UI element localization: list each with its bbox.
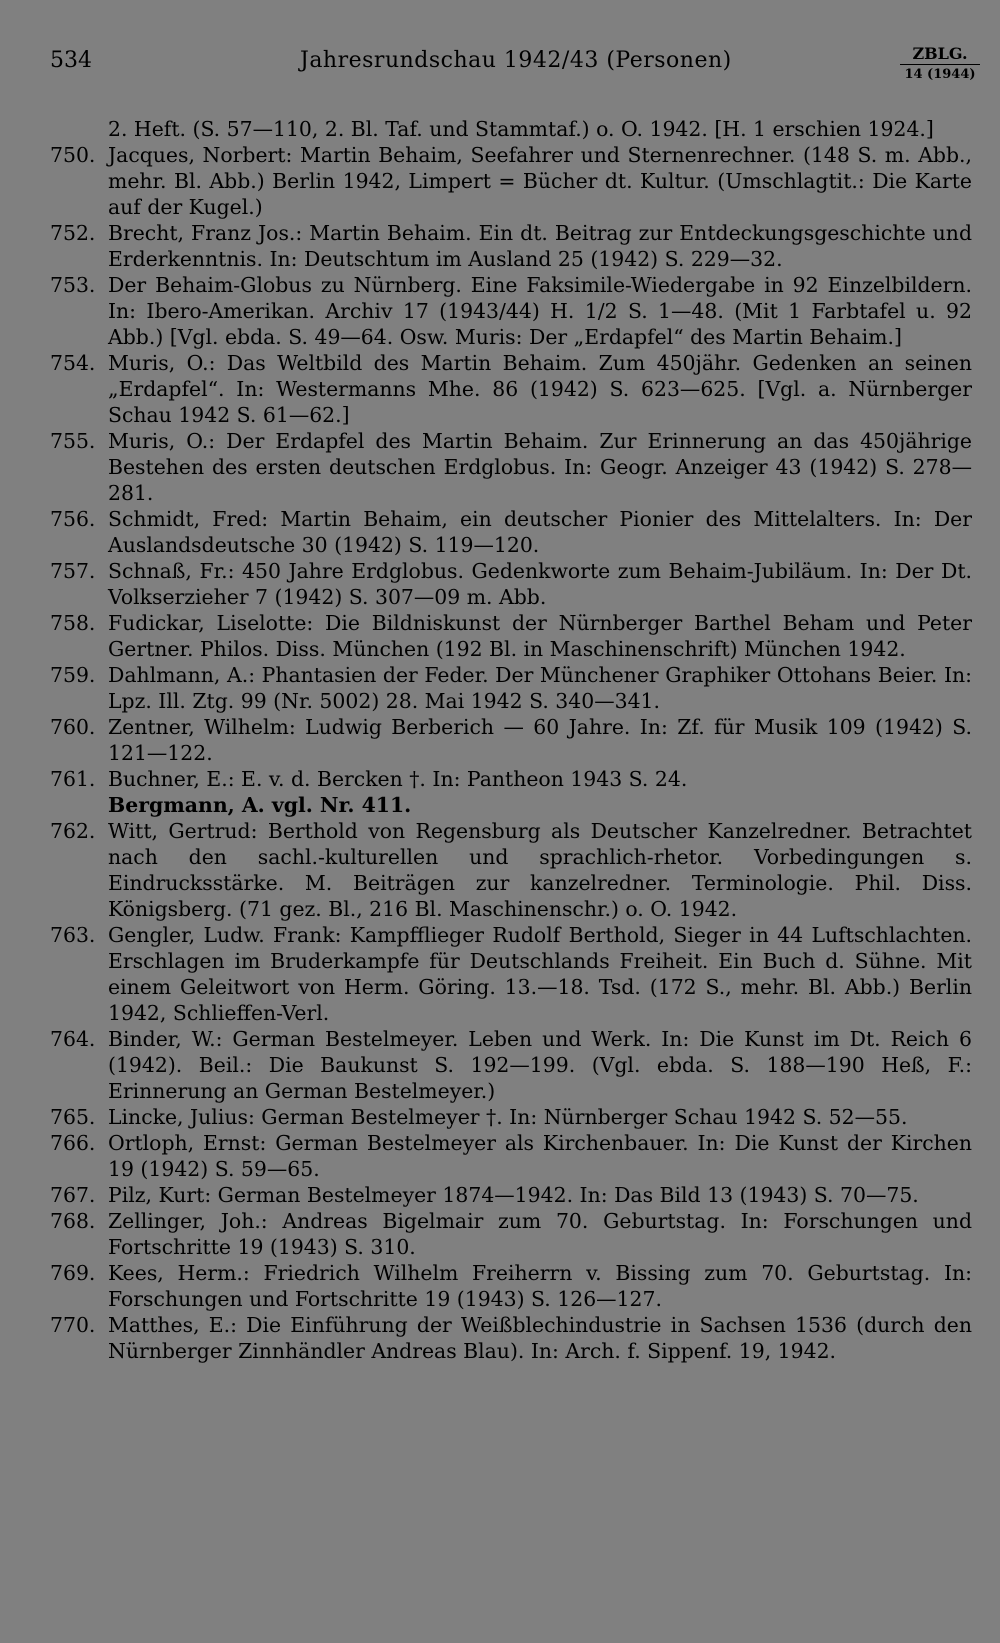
entry-text: Dahlmann, A.: Phantasien der Feder. Der Münchener Graphiker Ottohans Beier. In: Lpz. Ill. Ztg. 99 (Nr. 5002) 28. Mai 1942 S. 340—341.	[108, 663, 972, 713]
entry-number: 750.	[50, 143, 96, 167]
entry-text: Zellinger, Joh.: Andreas Bigelmair zum 70. Geburtstag. In: Forschungen und Fortschritte 19 (1943) S. 310.	[108, 1209, 972, 1259]
entry-number: 756.	[50, 507, 96, 531]
bibliography-entry	[50, 558, 972, 610]
entry-text: Zentner, Wilhelm: Ludwig Berberich — 60 Jahre. In: Zf. für Musik 109 (1942) S. 121—122.	[108, 715, 972, 765]
running-title: Jahresrundschau 1942/43 (Personen)	[300, 48, 732, 73]
bibliography-entry	[50, 272, 972, 350]
bibliography-entry	[50, 1260, 972, 1312]
entry-number: 764.	[50, 1027, 96, 1051]
entry-text: Jacques, Norbert: Martin Behaim, Seefahrer und Sternenrechner. (148 S. m. Abb., mehr. Bl. Abb.) Berlin 1942, Limpert = Bücher dt. Kultur. (Umschlagtit.: Die Karte auf der Kugel.)	[108, 143, 972, 219]
entries-group-b	[50, 818, 972, 1364]
journal-abbreviation: ZBLG.	[900, 44, 980, 65]
page-number: 534	[50, 48, 92, 73]
entry-text: Lincke, Julius: German Bestelmeyer †. In: Nürnberger Schau 1942 S. 52—55.	[108, 1105, 908, 1129]
entry-text: Buchner, E.: E. v. d. Bercken †. In: Pantheon 1943 S. 24.	[108, 767, 688, 791]
entry-number: 754.	[50, 351, 96, 375]
entry-text: Muris, O.: Der Erdapfel des Martin Behaim. Zur Erinnerung an das 450jährige Bestehen des ersten deutschen Erdglobus. In: Geogr. Anzeiger 43 (1942) S. 278—281.	[108, 429, 972, 505]
bibliography-entry	[50, 714, 972, 766]
entry-text: Schmidt, Fred: Martin Behaim, ein deutscher Pionier des Mittelalters. In: Der Auslandsdeutsche 30 (1942) S. 119—120.	[108, 507, 972, 557]
entry-number: 761.	[50, 767, 96, 791]
entry-number: 767.	[50, 1183, 96, 1207]
entry-text: Fudickar, Liselotte: Die Bildniskunst der Nürnberger Barthel Beham und Peter Gertner. Philos. Diss. München (192 Bl. in Maschinenschrift) München 1942.	[108, 611, 972, 661]
bibliography-entry	[50, 220, 972, 272]
journal-reference	[900, 44, 980, 82]
bibliography-entry	[50, 1104, 972, 1130]
entry-number: 753.	[50, 273, 96, 297]
entry-text: Pilz, Kurt: German Bestelmeyer 1874—1942. In: Das Bild 13 (1943) S. 70—75.	[108, 1183, 919, 1207]
journal-volume: 14 (1944)	[904, 67, 976, 82]
bibliography-entry	[50, 1130, 972, 1182]
bibliography-entry	[50, 1026, 972, 1104]
entry-text: Brecht, Franz Jos.: Martin Behaim. Ein dt. Beitrag zur Entdeckungsgeschichte und Erderkenntnis. In: Deutschtum im Ausland 25 (1942) S. 229—32.	[108, 221, 972, 271]
entry-text: Binder, W.: German Bestelmeyer. Leben und Werk. In: Die Kunst im Dt. Reich 6 (1942). Beil.: Die Baukunst S. 192—199. (Vgl. ebda. S. 188—190 Heß, F.: Erinnerung an German Bestelmeyer.)	[108, 1027, 972, 1103]
entry-text: Ortloph, Ernst: German Bestelmeyer als Kirchenbauer. In: Die Kunst der Kirchen 19 (1942) S. 59—65.	[108, 1131, 972, 1181]
entry-number: 770.	[50, 1313, 96, 1337]
bibliography-entry	[50, 1312, 972, 1364]
entry-number: 763.	[50, 923, 96, 947]
bibliography-entry	[50, 142, 972, 220]
bibliography-entry	[50, 1208, 972, 1260]
page-header	[50, 44, 980, 94]
entry-number: 755.	[50, 429, 96, 453]
bibliography-entry	[50, 610, 972, 662]
entry-number: 760.	[50, 715, 96, 739]
bibliography-list	[50, 116, 972, 1364]
entry-text: Der Behaim-Globus zu Nürnberg. Eine Faksimile-Wiedergabe in 92 Einzelbildern. In: Ibero-Amerikan. Archiv 17 (1943/44) H. 1/2 S. 1—48. (Mit 1 Farbtafel u. 92 Abb.) [Vgl. ebda. S. 49—64. Osw. Muris: Der „Erdapfel“ des Martin Behaim.]	[108, 273, 972, 349]
entry-number: 757.	[50, 559, 96, 583]
entry-number: 759.	[50, 663, 96, 687]
entry-text: Witt, Gertrud: Berthold von Regensburg als Deutscher Kanzelredner. Betrachtet nach den sachl.-kulturellen und sprachlich-rhetor. Vorbedingungen s. Eindrucksstärke. M. Beiträgen zur kanzelredner. Terminologie. Phil. Diss. Königsberg. (71 gez. Bl., 216 Bl. Maschinenschr.) o. O. 1942.	[108, 819, 972, 921]
bibliography-entry	[50, 662, 972, 714]
bibliography-entry	[50, 506, 972, 558]
bibliography-entry	[50, 428, 972, 506]
entry-number: 769.	[50, 1261, 96, 1285]
entry-text: Gengler, Ludw. Frank: Kampfflieger Rudolf Berthold, Sieger in 44 Luftschlachten. Erschlagen im Bruderkampfe für Deutschlands Freiheit. Ein Buch d. Sühne. Mit einem Geleitwort von Herm. Göring. 13.—18. Tsd. (172 S., mehr. Bl. Abb.) Berlin 1942, Schlieffen-Verl.	[108, 923, 972, 1025]
entry-text: Muris, O.: Das Weltbild des Martin Behaim. Zum 450jähr. Gedenken an seinen „Erdapfel“. In: Westermanns Mhe. 86 (1942) S. 623—625. [Vgl. a. Nürnberger Schau 1942 S. 61—62.]	[108, 351, 972, 427]
bibliography-entry	[50, 766, 972, 792]
bibliography-entry	[50, 922, 972, 1026]
entry-text: Schnaß, Fr.: 450 Jahre Erdglobus. Gedenkworte zum Behaim-Jubiläum. In: Der Dt. Volkserzieher 7 (1942) S. 307—09 m. Abb.	[108, 559, 972, 609]
entry-number: 762.	[50, 819, 96, 843]
entry-number: 758.	[50, 611, 96, 635]
entry-text: Matthes, E.: Die Einführung der Weißblechindustrie in Sachsen 1536 (durch den Nürnberger Zinnhändler Andreas Blau). In: Arch. f. Sippenf. 19, 1942.	[108, 1313, 972, 1363]
cross-reference: Bergmann, A. vgl. Nr. 411.	[108, 793, 412, 817]
bibliography-entry	[50, 818, 972, 922]
entry-number: 768.	[50, 1209, 96, 1233]
bibliography-entry	[50, 1182, 972, 1208]
entry-number: 752.	[50, 221, 96, 245]
entries-group-a	[50, 142, 972, 792]
entry-text: Kees, Herm.: Friedrich Wilhelm Freiherrn v. Bissing zum 70. Geburtstag. In: Forschungen und Fortschritte 19 (1943) S. 126—127.	[108, 1261, 972, 1311]
entry-number: 765.	[50, 1105, 96, 1129]
entry-number: 766.	[50, 1131, 96, 1155]
continued-entry: 2. Heft. (S. 57—110, 2. Bl. Taf. und Stammtaf.) o. O. 1942. [H. 1 erschien 1924.]	[108, 117, 934, 141]
bibliography-entry	[50, 350, 972, 428]
